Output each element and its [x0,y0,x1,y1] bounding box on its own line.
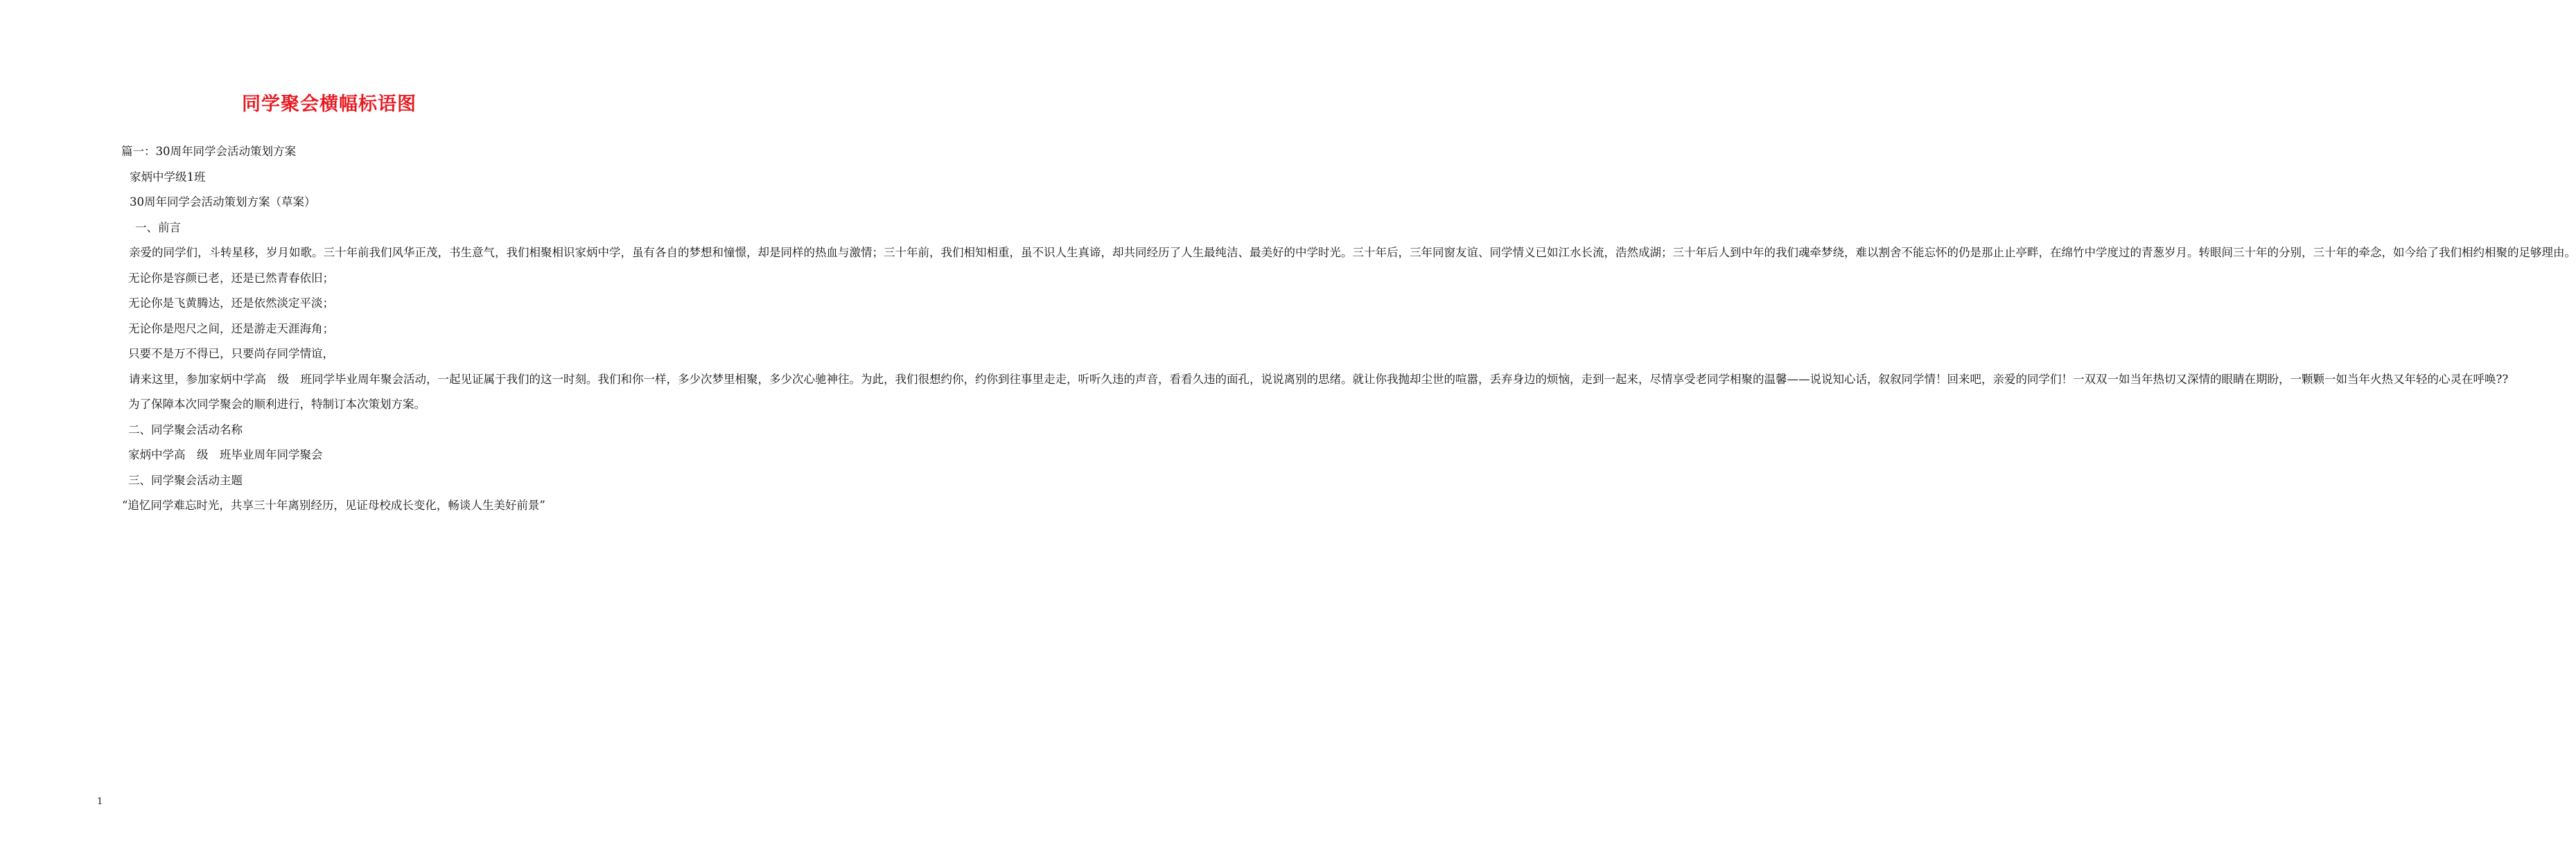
verse-line: 只要不是万不得已，只要尚存同学情谊， [128,347,334,360]
chapter-heading: 篇一：30周年同学会活动策划方案 [121,145,296,158]
theme-text: “追忆同学难忘时光，共享三十年离别经历，见证母校成长变化，畅谈人生美好前景” [122,499,545,512]
section-theme-heading: 三、同学聚会活动主题 [128,473,243,487]
purpose-paragraph: 为了保障本次同学聚会的顺利进行，特制订本次策划方案。 [128,398,426,411]
section-name-heading: 二、同学聚会活动名称 [128,423,243,436]
class-name-line: 家炳中学级1班 [130,170,206,184]
page-number: 1 [97,797,103,807]
activity-name-line: 家炳中学高 级 班毕业周年同学聚会 [128,448,323,461]
plan-title-line: 30周年同学会活动策划方案（草案） [130,195,316,208]
section-preface-heading: 一、前言 [135,220,181,234]
invitation-paragraph: 请来这里，参加家炳中学高 级 班同学毕业周年聚会活动，一起见证属于我们的这一时刻。我们和你一样，多少次梦里相聚，多少次心驰神往。为此，我们很想约你，约你到往事里走走，听听久违的声音，看看久违的面孔，说说离别的思绪。就让你我抛却尘世的喧嚣，丢弃身边的烦恼，走到一起来，尽情享受老同学相聚的温馨——说说知心话，叙叙同学情！回来吧，亲爱的同学们！一双双一如当年热切又深情的眼睛在期盼，一颗颗一如当年火热又年轻的心灵在呼唤?? [129,372,2509,386]
verse-line: 无论你是咫尺之间，还是游走天涯海角； [128,321,334,335]
verse-line: 无论你是飞黄腾达，还是依然淡定平淡； [128,296,334,310]
document-title: 同学聚会横幅标语图 [242,94,417,115]
document-body [97,139,2576,519]
verse-line: 无论你是容颜已老，还是已然青春依旧； [128,271,334,285]
preface-paragraph: 亲爱的同学们，斗转星移，岁月如歌。三十年前我们风华正茂，书生意气，我们相聚相识家炳中学，虽有各自的梦想和憧憬，却是同样的热血与激情；三十年前，我们相知相重，虽不识人生真谛，却共同经历了人生最纯洁、最美好的中学时光。三十年后，三年同窗友谊、同学情义已如江水长流，浩然成湖；三十年后人到中年的我们魂牵梦绕，难以割舍不能忘怀的仍是那止止亭畔，在绵竹中学度过的青葱岁月。转眼间三十年的分别，三十年的牵念，如今给了我们相约相聚的足够理由。 [129,246,2576,259]
